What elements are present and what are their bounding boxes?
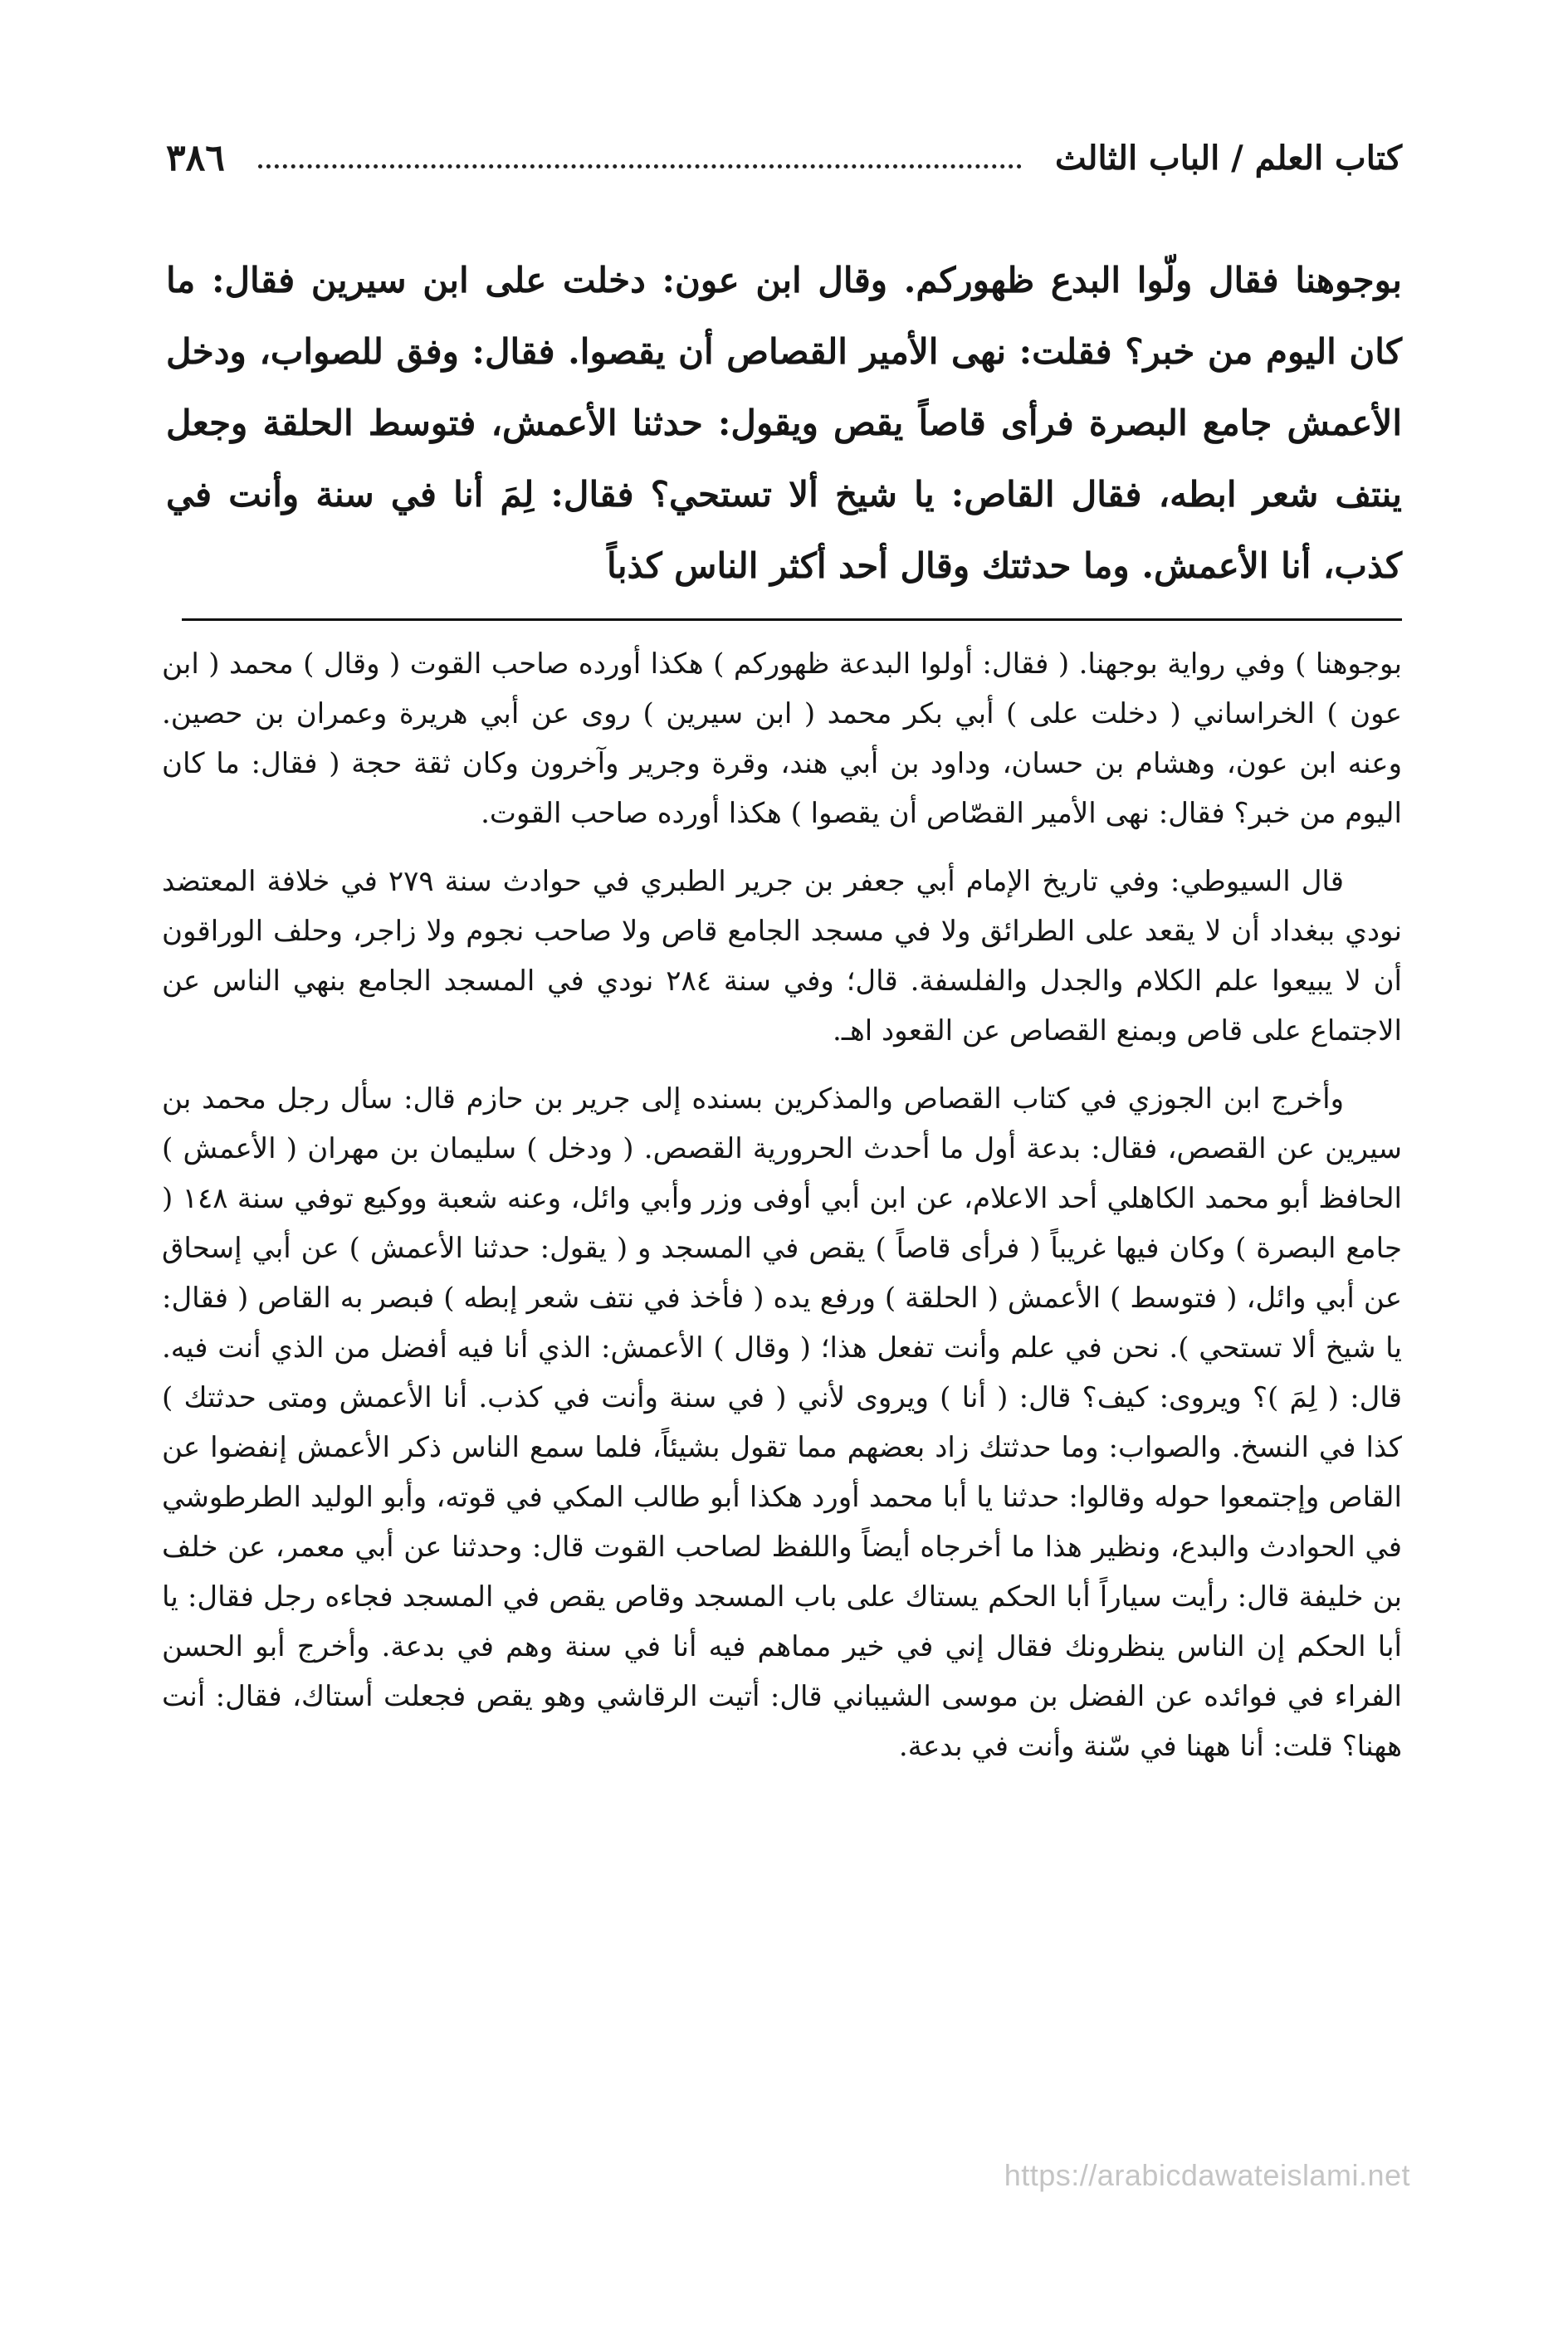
watermark-url: https://arabicdawateislami.net <box>1004 2158 1410 2192</box>
header-dotted-leader <box>258 164 1022 168</box>
footnote-separator-rule <box>182 618 1402 621</box>
commentary-paragraph: وأخرج ابن الجوزي في كتاب القصاص والمذكرين بسنده إلى جرير بن حازم قال: سأل رجل محمد بن سيرين عن القصص، فقال: بدعة أول ما أحدث الحرورية القصص. ( ودخل ) سليمان بن مهران ( الأعمش ) الحافظ أبو محمد الكاهلي أحد الاعلام، عن ابن أبي أوفى وزر وأبي وائل، وعنه شعبة ووكيع توفي سنة ١٤٨ ( جامع البصرة ) وكان فيها غريباً ( فرأى قاصاً ) يقص في المسجد و ( يقول: حدثنا الأعمش ) عن أبي إسحاق عن أبي وائل، ( فتوسط ) الأعمش ( الحلقة ) ورفع يده ( فأخذ في نتف شعر إبطه ) فبصر به القاص ( فقال: يا شيخ ألا تستحي ). نحن في علم وأنت تفعل هذا؛ ( وقال ) الأعمش: الذي أنا فيه أفضل من الذي أنت فيه. قال: ( لِمَ )؟ ويروى: كيف؟ قال: ( أنا ) ويروى لأني ( في سنة وأنت في كذب. أنا الأعمش ومتى حدثتك ) كذا في النسخ. والصواب: وما حدثتك زاد بعضهم مما تقول بشيئاً، فلما سمع الناس ذكر الأعمش إنفضوا عن القاص وإجتمعوا حوله وقالوا: حدثنا يا أبا محمد أورد هكذا أبو طالب المكي في قوته، وأبو الوليد الطرطوشي في الحوادث والبدع، ونظير هذا ما أخرجاه أيضاً واللفظ لصاحب القوت قال: وحدثنا عن أبي معمر، عن خلف بن خليفة قال: رأيت سياراً أبا الحكم يستاك على باب المسجد وقاص يقص في المسجد فجاءه رجل فقال: يا أبا الحكم إن الناس ينظرونك فقال إني في خير مماهم فيه أنا في سنة وهم في بدعة. وأخرج أبو الحسن الفراء في فوائده عن الفضل بن موسى الشيباني قال: أتيت الرقاشي وهو يقص فجعلت أستاك، فقال: أنت ههنا؟ قلت: أنا ههنا في سّنة وأنت في بدعة. <box>162 1082 1403 1763</box>
page-number: ٣٨٦ <box>166 136 225 179</box>
main-paragraph: بوجوهنا فقال ولّوا البدع ظهوركم. وقال ابن عون: دخلت على ابن سيرين فقال: ما كان اليوم من خبر؟ فقلت: نهى الأمير القصاص أن يقصوا. فقال: وفق للصواب، ودخل الأعمش جامع البصرة فرأى قاصاً يقص ويقول: حدثنا الأعمش، فتوسط الحلقة وجعل ينتف شعر ابطه، فقال القاص: يا شيخ ألا تستحي؟ فقال: لِمَ أنا في سنة وأنت في كذب، أنا الأعمش. وما حدثتك وقال أحد أكثر الناس كذباً <box>166 260 1403 586</box>
chapter-title: كتاب العلم / الباب الثالث <box>1055 138 1402 178</box>
main-text-block <box>166 245 1402 602</box>
commentary-paragraph: بوجوهنا ) وفي رواية بوجهنا. ( فقال: أولوا البدعة ظهوركم ) هكذا أورده صاحب القوت ( وقال ) محمد ( ابن عون ) الخراساني ( دخلت على ) أبي بكر محمد ( ابن سيرين ) روى عن أبي هريرة وعمران بن حصين. وعنه ابن عون، وهشام بن حسان، وداود بن أبي هند، وقرة وجرير وآخرون وكان ثقة حجة ( فقال: ما كان اليوم من خبر؟ فقال: نهى الأمير القصّاص أن يقصوا ) هكذا أورده صاحب القوت. <box>162 647 1402 830</box>
page-header <box>166 125 1402 191</box>
commentary-paragraph: قال السيوطي: وفي تاريخ الإمام أبي جعفر بن جرير الطبري في حوادث سنة ٢٧٩ في خلافة المعتضد نودي ببغداد أن لا يقعد على الطرائق ولا في مسجد الجامع قاص ولا صاحب نجوم ولا زاجر، وحلف الوراقون أن لا يبيعوا علم الكلام والجدل والفلسفة. قال؛ وفي سنة ٢٨٤ نودي في المسجد الجامع بنهي الناس عن الاجتماع على قاص وبمنع القصاص عن القعود اهـ. <box>162 865 1402 1047</box>
commentary-block <box>162 639 1402 1790</box>
